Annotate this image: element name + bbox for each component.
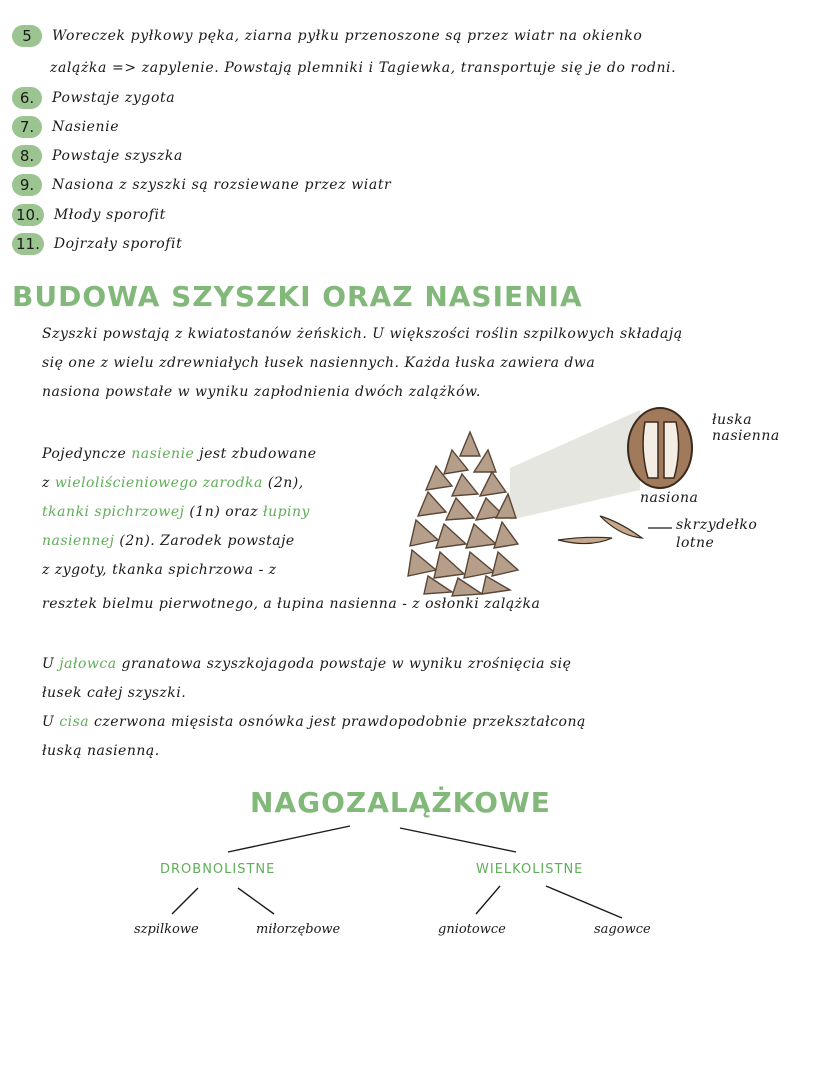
text: granatowa szyszkojagoda powstaje w wyniku zrośnięcia się (116, 656, 572, 672)
text: czerwona mięsista osnówka jest prawdopodobnie przekształconą (89, 714, 586, 730)
number-badge: 5 (12, 25, 42, 47)
seed-scale-icon (628, 408, 692, 488)
text: U (42, 714, 60, 730)
list-item-text: Dojrzały sporofit (53, 236, 183, 252)
text: (2n). Zarodek powstaje (114, 533, 295, 549)
tree-branch-right: WIELKOLISTNE (476, 862, 584, 877)
text: Pojedyncze (42, 446, 132, 462)
zoom-beam (510, 410, 640, 520)
paragraph-line: łuską nasienną. (42, 743, 160, 759)
list-item-continuation: zalążka => zapylenie. Powstają plemniki i Tagiewka, transportuje się je do rodni. (50, 60, 677, 76)
text: (1n) oraz (184, 504, 264, 520)
text: U (42, 656, 60, 672)
paragraph-line: się one z wielu zdrewniałych łusek nasiennych. Każda łuska zawiera dwa (42, 355, 596, 371)
term-seed: nasienie (131, 446, 195, 462)
term-juniper: jałowca (59, 656, 117, 672)
text: z (42, 475, 55, 491)
number-badge: 10. (12, 204, 44, 226)
term-seed-coat: łupiny (263, 504, 310, 520)
list-item-text: Powstaje zygota (52, 90, 176, 106)
list-item-text: Woreczek pyłkowy pęka, ziarna pyłku przenoszone są przez wiatr na okienko (52, 28, 643, 44)
list-item-text: Nasienie (52, 119, 120, 135)
number-badge: 6. (12, 87, 42, 109)
scale-label: łuska nasienna (712, 412, 780, 444)
tree-leaf: sagowce (594, 922, 651, 937)
list-item-text: Nasiona z szyszki są rozsiewane przez wiatr (52, 177, 392, 193)
paragraph-line (42, 708, 822, 737)
tree-leaf: miłorzębowe (256, 922, 341, 937)
tree-leaf: szpilkowe (134, 922, 199, 937)
list-item-text: Młody sporofit (53, 207, 166, 223)
section-heading: BUDOWA SZYSZKI ORAZ NASIENIA (12, 280, 583, 313)
yew-paragraph (42, 708, 822, 766)
text: (2n), (262, 475, 304, 491)
list-item-text: Powstaje szyszka (52, 148, 183, 164)
term-storage-tissue: tkanki spichrzowej (42, 504, 185, 520)
text: jest zbudowane (194, 446, 317, 462)
tree-leaf: gniotowce (438, 922, 506, 937)
paragraph-line: Szyszki powstają z kwiatostanów żeńskich. U większości roślin szpilkowych składają (42, 326, 683, 342)
winged-seed-icon (558, 516, 642, 544)
wing-label: skrzydełko lotne (676, 517, 758, 551)
term-yew: cisa (59, 714, 90, 730)
seeds-label: nasiona (640, 490, 699, 506)
number-badge: 8. (12, 145, 42, 167)
paragraph-line: resztek bielmu pierwotnego, a łupina nasienna - z osłonki zalążka (42, 596, 541, 612)
paragraph-line: nasiona powstałe w wyniku zapłodnienia dwóch zalążków. (42, 384, 481, 400)
number-badge: 7. (12, 116, 42, 138)
paragraph-line: z zygoty, tkanka spichrzowa - z (42, 562, 277, 578)
juniper-paragraph (42, 650, 822, 708)
term-embryo: wieloliścieniowego zarodka (54, 475, 263, 491)
paragraph-line (42, 650, 822, 679)
paragraph-line: łusek całej szyszki. (42, 685, 187, 701)
number-badge: 9. (12, 174, 42, 196)
pine-cone-icon (408, 432, 518, 596)
tree-branch-left: DROBNOLISTNE (160, 862, 276, 877)
term-seed-coat-2: nasiennej (42, 533, 115, 549)
tree-title: NAGOZALĄŻKOWE (250, 786, 551, 819)
number-badge: 11. (12, 233, 44, 255)
